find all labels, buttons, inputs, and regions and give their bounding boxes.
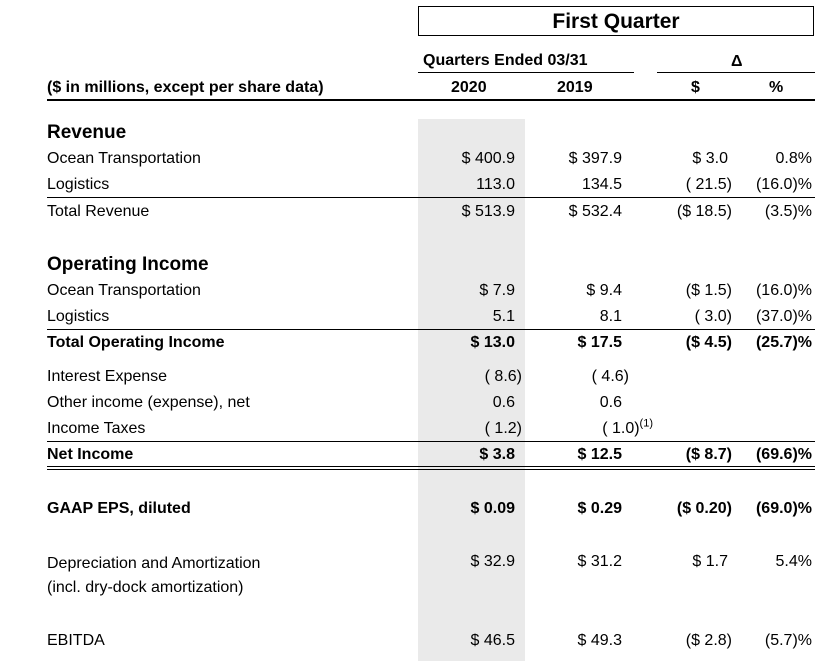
double-underline-bottom xyxy=(47,469,815,470)
row-divider xyxy=(47,197,815,198)
row-label: Logistics xyxy=(47,176,110,193)
cell-2019: $ 397.9 xyxy=(568,150,622,167)
cell-2020: $ 3.8 xyxy=(479,446,515,463)
row-divider xyxy=(47,441,815,442)
cell-2020: ( 1.2) xyxy=(484,420,522,437)
cell-delta-pct: (25.7)% xyxy=(755,334,812,351)
row-label: Logistics xyxy=(47,308,110,325)
row-label: EBITDA xyxy=(47,632,105,649)
cell-2019: $ 0.29 xyxy=(577,500,622,517)
cell-delta-dollar: $ 3.0 xyxy=(692,150,728,167)
quarters-underline xyxy=(418,72,634,73)
delta-header: Δ xyxy=(731,53,743,70)
cell-2020: ( 8.6) xyxy=(484,368,522,385)
row-label: Total Operating Income xyxy=(47,334,225,351)
cell-delta-pct: (16.0)% xyxy=(755,176,812,193)
header-divider xyxy=(47,99,815,101)
footnote-marker: (1) xyxy=(639,417,653,430)
cell-2019: $ 9.4 xyxy=(586,282,622,299)
cell-2020: $ 13.0 xyxy=(470,334,515,351)
row-label: Net Income xyxy=(47,446,134,463)
cell-delta-dollar: $ 1.7 xyxy=(692,553,728,570)
row-label: Interest Expense xyxy=(47,368,168,385)
col-header-2019: 2019 xyxy=(557,79,593,96)
cell-2019: $ 31.2 xyxy=(577,553,622,570)
cell-2020: 5.1 xyxy=(492,308,515,325)
col-header-2020: 2020 xyxy=(451,79,487,96)
cell-2020: $ 32.9 xyxy=(470,553,515,570)
cell-delta-dollar: ($ 0.20) xyxy=(676,500,732,517)
delta-underline xyxy=(657,72,815,73)
cell-2019: $ 532.4 xyxy=(568,203,622,220)
cell-2019 xyxy=(602,417,653,438)
table-title: First Quarter xyxy=(418,6,814,36)
cell-2019: $ 17.5 xyxy=(577,334,622,351)
cell-2019: $ 12.5 xyxy=(577,446,622,463)
row-label-subtitle: (incl. dry-dock amortization) xyxy=(47,579,244,596)
cell-delta-pct: (69.0)% xyxy=(755,500,812,517)
cell-delta-dollar: ($ 2.8) xyxy=(685,632,732,649)
cell-delta-pct: 5.4% xyxy=(775,553,812,570)
cell-2019: ( 4.6) xyxy=(591,368,629,385)
units-label: ($ in millions, except per share data) xyxy=(47,79,324,96)
cell-2020: 0.6 xyxy=(492,394,515,411)
row-label: Ocean Transportation xyxy=(47,150,201,167)
cell-delta-pct: (16.0)% xyxy=(755,282,812,299)
cell-2020: $ 0.09 xyxy=(470,500,515,517)
cell-delta-pct: (37.0)% xyxy=(755,308,812,325)
cell-2019: 0.6 xyxy=(599,394,622,411)
cell-2019: 134.5 xyxy=(581,176,622,193)
cell-2020: $ 46.5 xyxy=(470,632,515,649)
row-label: Income Taxes xyxy=(47,420,146,437)
cell-2020: $ 513.9 xyxy=(461,203,515,220)
cell-delta-dollar: ( 21.5) xyxy=(685,176,732,193)
double-underline-top xyxy=(47,466,815,467)
row-label: GAAP EPS, diluted xyxy=(47,500,191,517)
row-label: Other income (expense), net xyxy=(47,394,250,411)
cell-2019: $ 49.3 xyxy=(577,632,622,649)
cell-delta-dollar: ($ 1.5) xyxy=(685,282,732,299)
cell-delta-dollar: ($ 4.5) xyxy=(685,334,732,351)
cell-2020: 113.0 xyxy=(476,176,515,193)
col-header-dollar: $ xyxy=(691,79,700,96)
quarters-ended-header: Quarters Ended 03/31 xyxy=(423,52,588,69)
row-label: Total Revenue xyxy=(47,203,150,220)
section-revenue: Revenue xyxy=(47,122,127,143)
cell-delta-dollar: ( 3.0) xyxy=(694,308,732,325)
cell-2019: 8.1 xyxy=(599,308,622,325)
cell-delta-pct: (69.6)% xyxy=(755,446,812,463)
row-label: Depreciation and Amortization xyxy=(47,555,261,572)
row-label: Ocean Transportation xyxy=(47,282,201,299)
cell-delta-dollar: ($ 8.7) xyxy=(685,446,732,463)
section-operating-income: Operating Income xyxy=(47,254,209,275)
year-2020-highlight-band xyxy=(418,119,525,661)
cell-delta-pct: 0.8% xyxy=(775,150,812,167)
col-header-pct: % xyxy=(769,79,784,96)
cell-delta-pct: (5.7)% xyxy=(764,632,812,649)
cell-2020: $ 400.9 xyxy=(461,150,515,167)
cell-2020: $ 7.9 xyxy=(479,282,515,299)
row-divider xyxy=(47,329,815,330)
cell-2019-value: ( 1.0) xyxy=(602,420,640,437)
cell-delta-pct: (3.5)% xyxy=(764,203,812,220)
cell-delta-dollar: ($ 18.5) xyxy=(676,203,732,220)
